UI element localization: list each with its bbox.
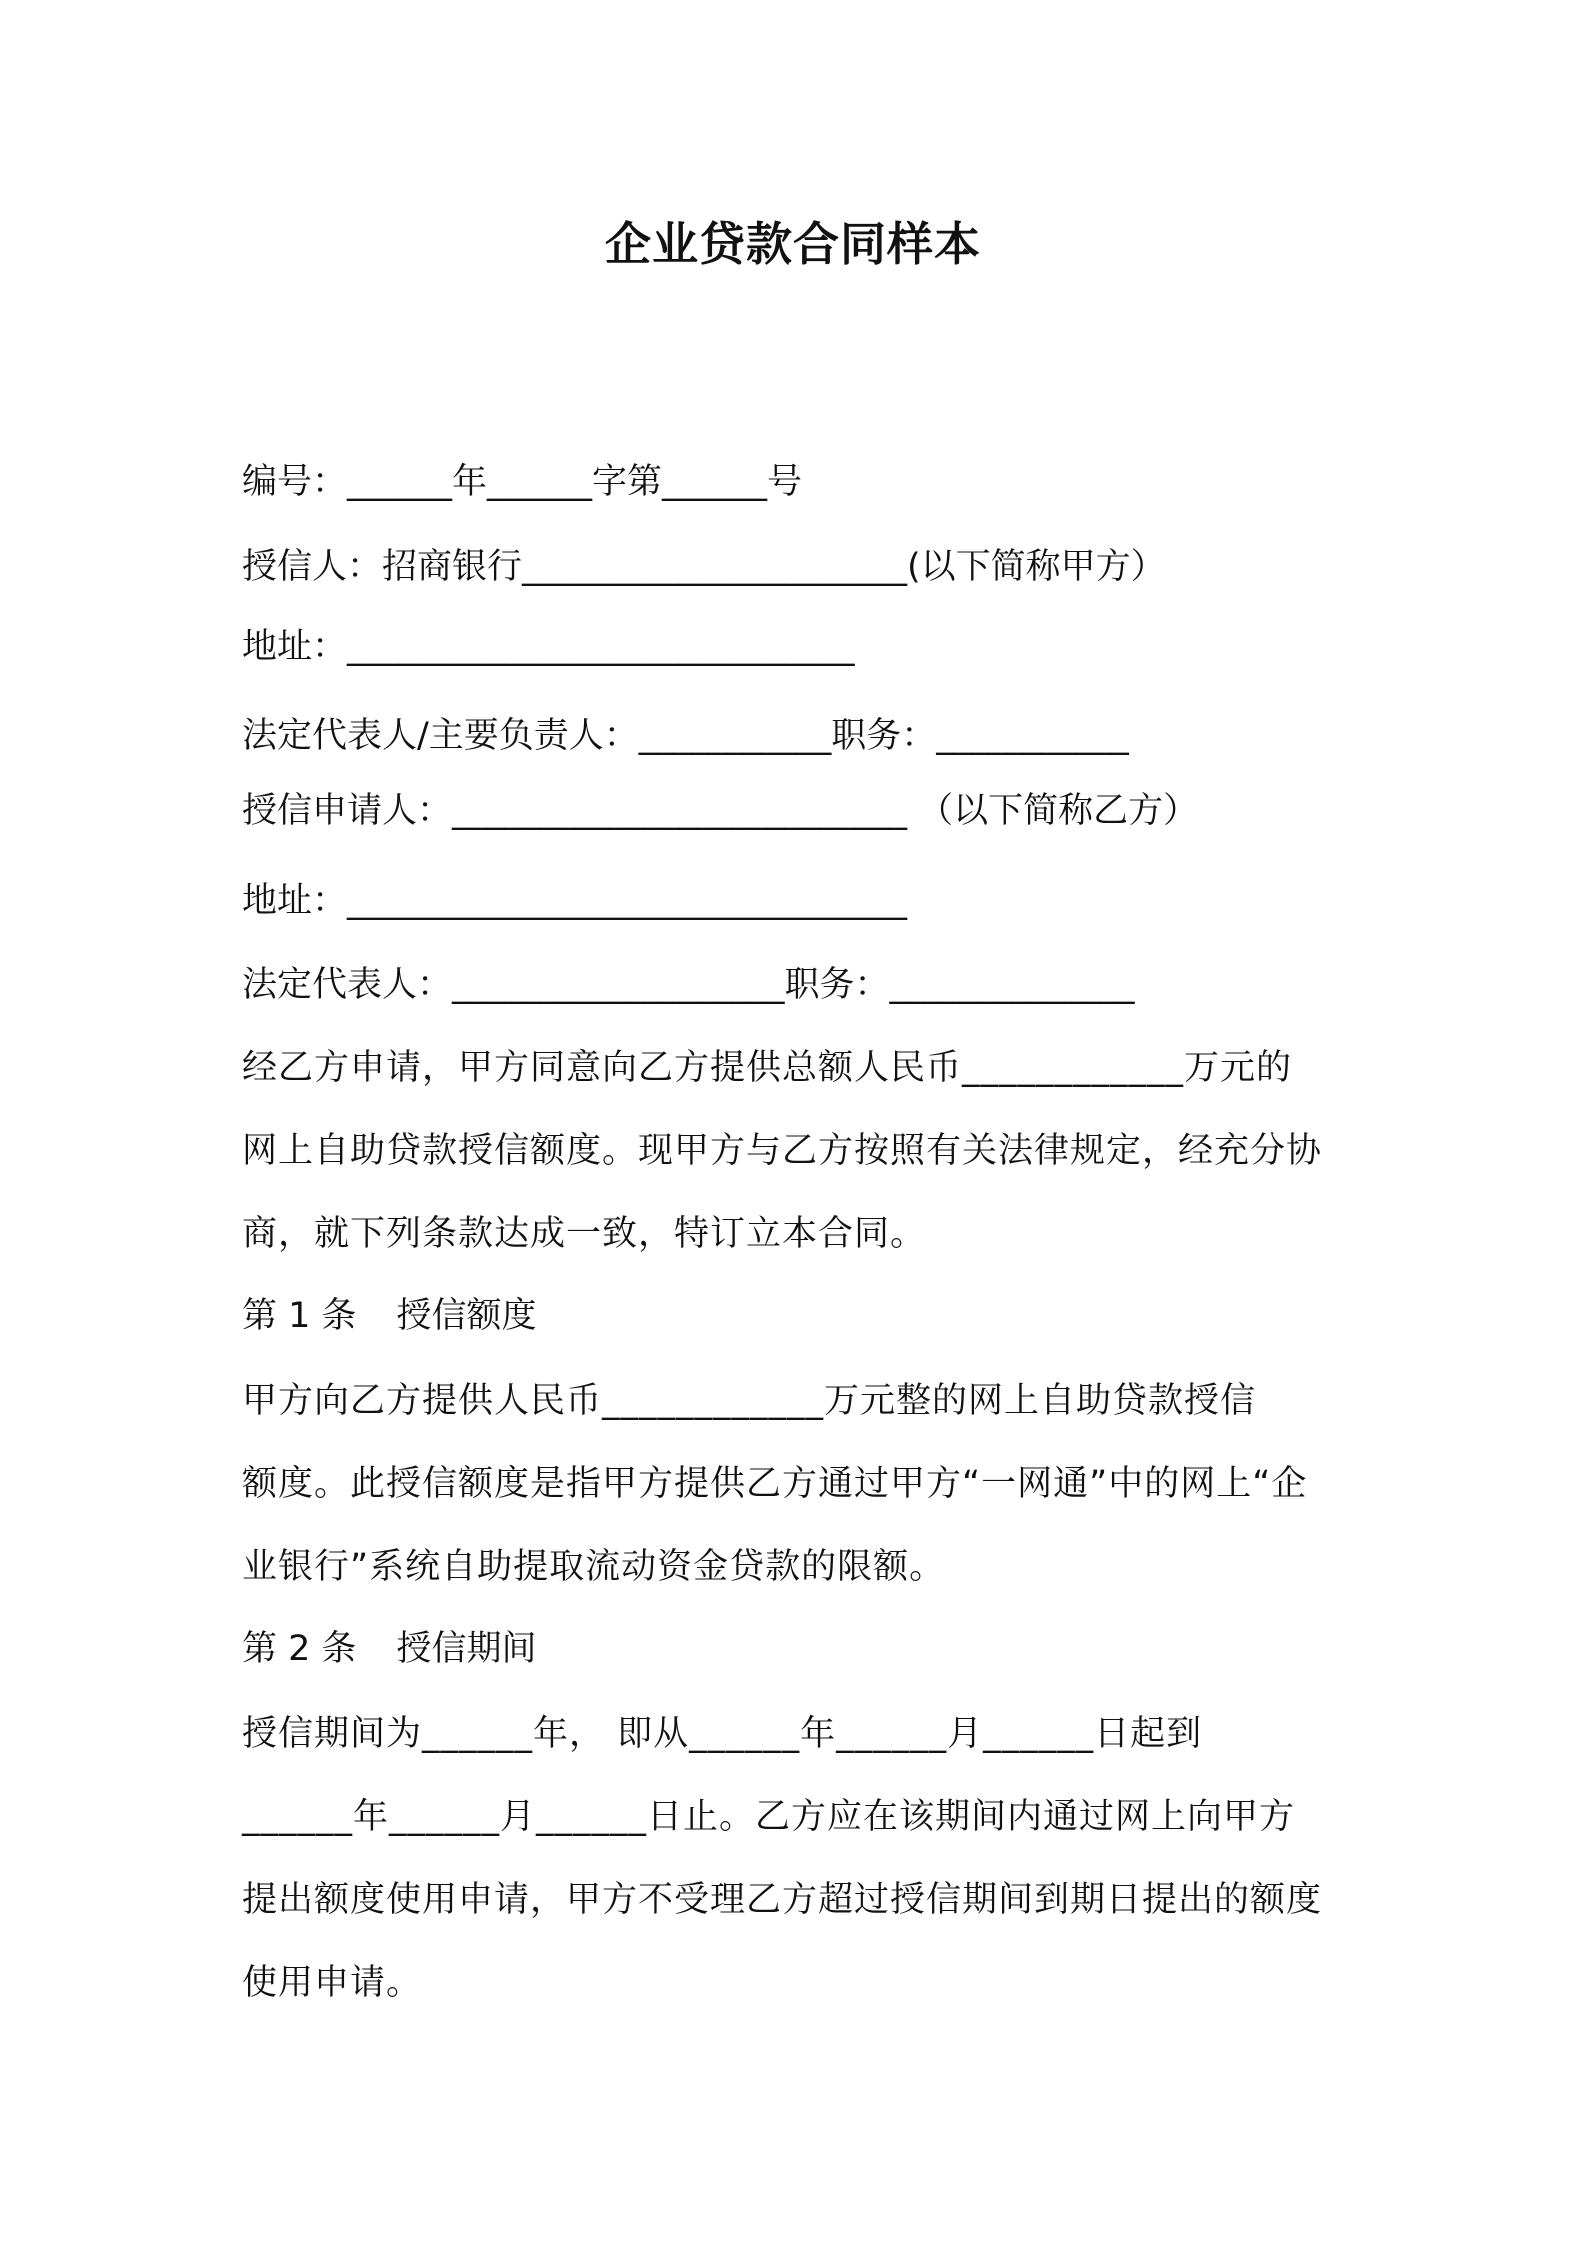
section-1-heading bbox=[242, 1291, 1362, 1341]
section-1-paragraph-line: 甲方向乙方提供人民币____________万元整的网上自助贷款授信 bbox=[242, 1381, 1257, 1421]
section-1-paragraph-line: 业银行”系统自助提取流动资金贷款的限额。 bbox=[242, 1547, 946, 1587]
section-2-paragraph-line: 授信期间为______年， 即从______年______月______日起到 bbox=[242, 1714, 1203, 1754]
creditor-representative-line: 法定代表人/主要负责人：___________职务：___________ bbox=[242, 716, 1129, 756]
section-2-title: 授信期间 bbox=[396, 1629, 537, 1669]
section-2-heading bbox=[242, 1624, 1362, 1674]
section-2-paragraph-line: ______年______月______日止。乙方应在该期间内通过网上向甲方 bbox=[242, 1797, 1296, 1837]
preamble-line: 商，就下列条款达成一致，特订立本合同。 bbox=[242, 1214, 927, 1254]
preamble-line: 经乙方申请，甲方同意向乙方提供总额人民币____________万元的 bbox=[242, 1048, 1293, 1088]
section-2-number: 第 2 条 bbox=[242, 1629, 357, 1669]
applicant-address-line: 地址：________________________________ bbox=[242, 881, 908, 921]
section-1-paragraph-line: 额度。此授信额度是指甲方提供乙方通过甲方“一网通”中的网上“企 bbox=[242, 1464, 1308, 1504]
preamble-line: 网上自助贷款授信额度。现甲方与乙方按照有关法律规定，经充分协 bbox=[242, 1131, 1323, 1171]
section-2-paragraph-line: 提出额度使用申请，甲方不受理乙方超过授信期间到期日提出的额度 bbox=[242, 1880, 1323, 1920]
section-2-paragraph-line: 使用申请。 bbox=[242, 1963, 423, 2003]
section-1-title: 授信额度 bbox=[396, 1296, 537, 1336]
document-title: 企业贷款合同样本 bbox=[605, 217, 981, 271]
creditor-line: 授信人：招商银行______________________(以下简称甲方） bbox=[242, 547, 1166, 587]
applicant-representative-line: 法定代表人：___________________职务：______________ bbox=[242, 965, 1135, 1005]
creditor-address-line: 地址：_____________________________ bbox=[242, 627, 855, 667]
section-1-number: 第 1 条 bbox=[242, 1296, 357, 1336]
contract-number-line: 编号：______年______字第______号 bbox=[242, 462, 803, 502]
applicant-line: 授信申请人：__________________________ （以下简称乙方） bbox=[242, 791, 1199, 831]
